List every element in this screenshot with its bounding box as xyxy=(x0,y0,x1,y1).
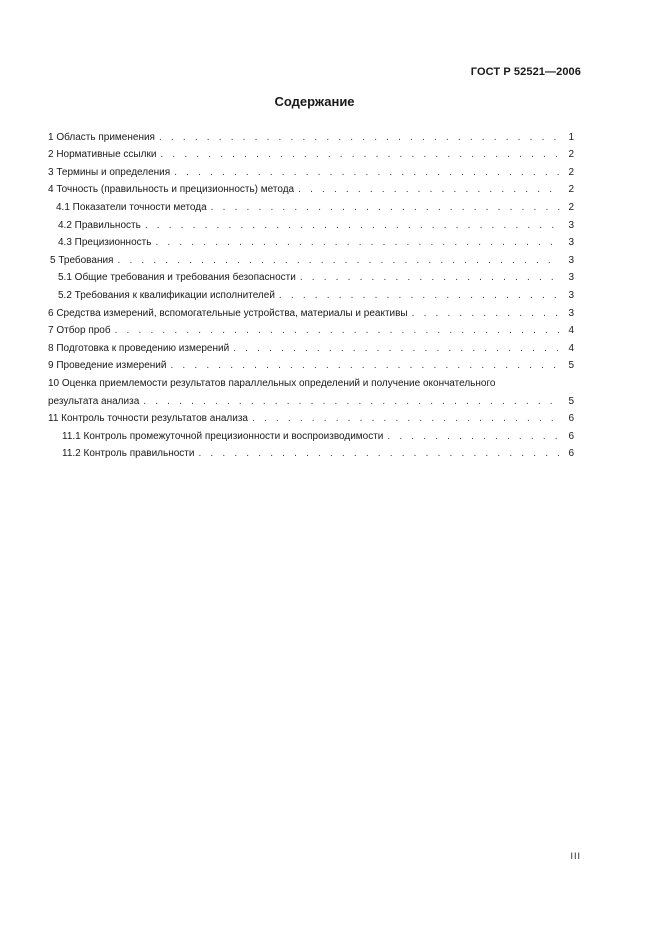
toc-entry-1[interactable] xyxy=(48,126,574,144)
toc-entry-page: 3 xyxy=(568,219,574,231)
toc-entry-label: 10 Оценка приемлемости результатов параллельных определений и получение окончательного xyxy=(48,377,496,389)
dot-leader xyxy=(298,184,560,196)
toc-entry-label: 5.2 Требования к квалификации исполнителей xyxy=(58,289,275,301)
dot-leader xyxy=(155,237,560,249)
dot-leader xyxy=(174,167,560,179)
toc-entry-label: 11 Контроль точности результатов анализа xyxy=(48,413,248,425)
toc-entry-page: 2 xyxy=(568,166,574,178)
toc-entry-page: 2 xyxy=(568,184,574,196)
dot-leader xyxy=(160,149,560,161)
toc-entry-label: 4.1 Показатели точности метода xyxy=(56,201,207,213)
toc-entry-5[interactable] xyxy=(48,249,574,267)
toc-entry-label: 7 Отбор проб xyxy=(48,325,111,337)
toc-entry-11-1[interactable] xyxy=(48,425,574,443)
dot-leader xyxy=(211,202,560,214)
toc-entry-page: 5 xyxy=(568,360,574,372)
toc-entry-5-1[interactable] xyxy=(48,267,574,285)
toc-entry-label: результата анализа xyxy=(48,395,140,407)
toc-title: Содержание xyxy=(274,94,355,109)
table-of-contents xyxy=(48,126,574,460)
toc-entry-10-line-1[interactable] xyxy=(48,372,574,390)
toc-entry-label: 6 Средства измерений, вспомогательные устройства, материалы и реактивы xyxy=(48,307,408,319)
toc-entry-4[interactable] xyxy=(48,179,574,197)
toc-entry-label: 4 Точность (правильность и прецизионность) метода xyxy=(48,184,295,196)
dot-leader xyxy=(300,272,560,284)
toc-entry-page: 2 xyxy=(568,201,574,213)
toc-entry-11-2[interactable] xyxy=(48,443,574,461)
toc-entry-page: 3 xyxy=(568,307,574,319)
toc-entry-4-3[interactable] xyxy=(48,232,574,250)
toc-entry-label: 11.1 Контроль промежуточной прецизионности и воспроизводимости xyxy=(62,430,384,442)
dot-leader xyxy=(198,448,560,460)
toc-entry-page: 1 xyxy=(568,131,574,143)
dot-leader xyxy=(170,360,560,372)
toc-entry-3[interactable] xyxy=(48,161,574,179)
dot-leader xyxy=(387,431,560,443)
dot-leader xyxy=(117,255,560,267)
toc-entry-10-line-2[interactable] xyxy=(48,390,574,408)
toc-entry-page: 4 xyxy=(568,325,574,337)
toc-entry-page: 2 xyxy=(568,149,574,161)
dot-leader xyxy=(115,325,560,337)
toc-entry-page: 6 xyxy=(568,413,574,425)
toc-entry-label: 5.1 Общие требования и требования безопасности xyxy=(58,272,296,284)
document-code: ГОСТ Р 52521—2006 xyxy=(470,66,581,78)
dot-leader xyxy=(233,343,560,355)
toc-entry-11[interactable] xyxy=(48,408,574,426)
toc-entry-page: 3 xyxy=(568,237,574,249)
toc-entry-label: 2 Нормативные ссылки xyxy=(48,149,157,161)
toc-entry-4-2[interactable] xyxy=(48,214,574,232)
dot-leader xyxy=(279,290,560,302)
toc-entry-page: 3 xyxy=(568,254,574,266)
page-number: III xyxy=(570,851,581,861)
toc-entry-8[interactable] xyxy=(48,337,574,355)
dot-leader xyxy=(143,396,560,408)
toc-entry-5-2[interactable] xyxy=(48,284,574,302)
toc-entry-label: 4.2 Правильность xyxy=(58,219,141,231)
dot-leader xyxy=(145,220,560,232)
dot-leader xyxy=(412,308,560,320)
toc-entry-7[interactable] xyxy=(48,320,574,338)
toc-entry-9[interactable] xyxy=(48,355,574,373)
toc-entry-label: 8 Подготовка к проведению измерений xyxy=(48,342,230,354)
toc-entry-page: 6 xyxy=(568,448,574,460)
toc-entry-page: 5 xyxy=(568,395,574,407)
toc-entry-label: 4.3 Прецизионность xyxy=(58,237,152,249)
toc-entry-label: 3 Термины и определения xyxy=(48,166,171,178)
toc-entry-page: 6 xyxy=(568,430,574,442)
toc-entry-page: 4 xyxy=(568,342,574,354)
dot-leader xyxy=(159,132,560,144)
toc-entry-2[interactable] xyxy=(48,144,574,162)
toc-entry-label: 11.2 Контроль правильности xyxy=(62,448,195,460)
toc-entry-label: 1 Область применения xyxy=(48,131,155,143)
toc-entry-label: 9 Проведение измерений xyxy=(48,360,167,372)
toc-entry-label: 5 Требования xyxy=(50,254,114,266)
toc-entry-6[interactable] xyxy=(48,302,574,320)
toc-entry-page: 3 xyxy=(568,289,574,301)
dot-leader xyxy=(252,413,560,425)
toc-entry-4-1[interactable] xyxy=(48,196,574,214)
toc-entry-page: 3 xyxy=(568,272,574,284)
